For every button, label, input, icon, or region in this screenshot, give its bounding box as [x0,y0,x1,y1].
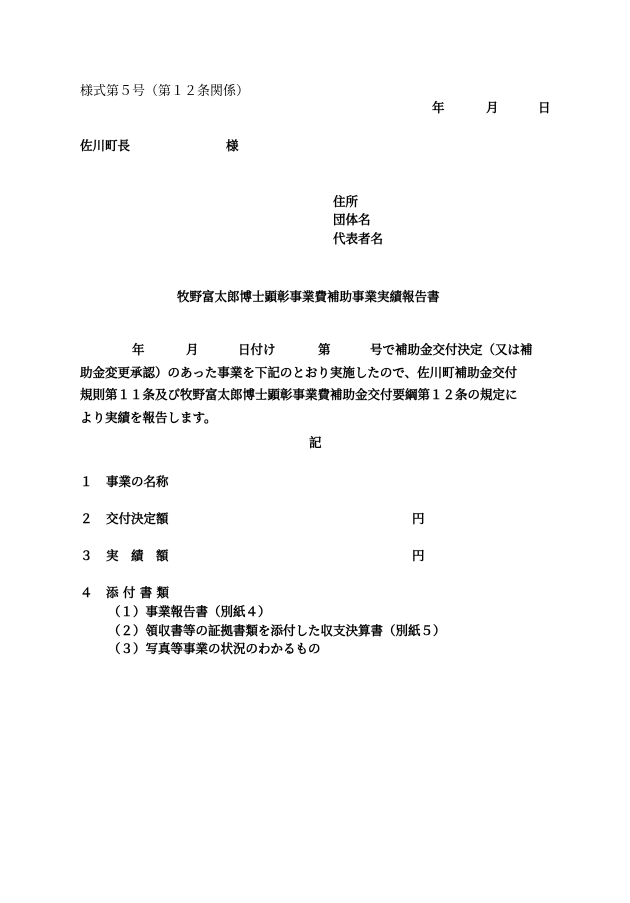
body-line-4: より実績を報告します。 [80,409,217,425]
representative-label: 代表者名 [333,231,384,246]
item-number: ４ [80,585,93,600]
address-label: 住所 [333,194,359,209]
body-line-2: 助金変更承認）のあった事業を下記のとおり実施したので、佐川町補助金交付 [80,364,518,380]
item-label: 添 付 書 類 [106,585,170,600]
attachment-item: （３）写真等事業の状況のわかるもの [108,641,321,656]
group-name-label: 団体名 [333,212,371,227]
item-number: ２ [80,511,93,526]
date-year-label: 年 [432,100,445,115]
item-label: 交付決定額 [106,511,169,526]
item-number: ３ [80,548,93,563]
date-day-label: 日 [538,100,551,115]
form-label: 様式第５号（第１２条関係） [80,84,250,99]
date-month-label: 月 [486,100,499,115]
body-day: 日付け [238,342,276,357]
document-title: 牧野富太郎博士顕彰事業費補助事業実績報告書 [177,289,440,304]
item-number: １ [80,474,93,489]
item-label: 実 績 額 [106,548,169,563]
body-dai: 第 [318,342,331,357]
body-line-3: 規則第１１条及び牧野富太郎博士顕彰事業費補助金交付要綱第１２条の規定に [80,387,518,402]
body-line-1 [80,339,550,362]
attachment-item: （１）事業報告書（別紙４） [108,604,271,619]
body-year: 年 [132,342,145,357]
attachment-item: （２）領収書等の証拠書類を添付した収支決算書（別紙５） [108,623,446,638]
item-label: 事業の名称 [106,474,169,489]
item-unit: 円 [412,548,425,563]
item-unit: 円 [412,511,425,526]
addressee-name: 佐川町長 [80,138,131,153]
addressee-honorific: 様 [226,138,239,153]
body-line-1-rest: 号で補助金交付決定（又は補 [370,342,533,357]
body-month: 月 [186,342,199,357]
body-paragraph [80,339,550,429]
ki-heading: 記 [309,435,322,450]
